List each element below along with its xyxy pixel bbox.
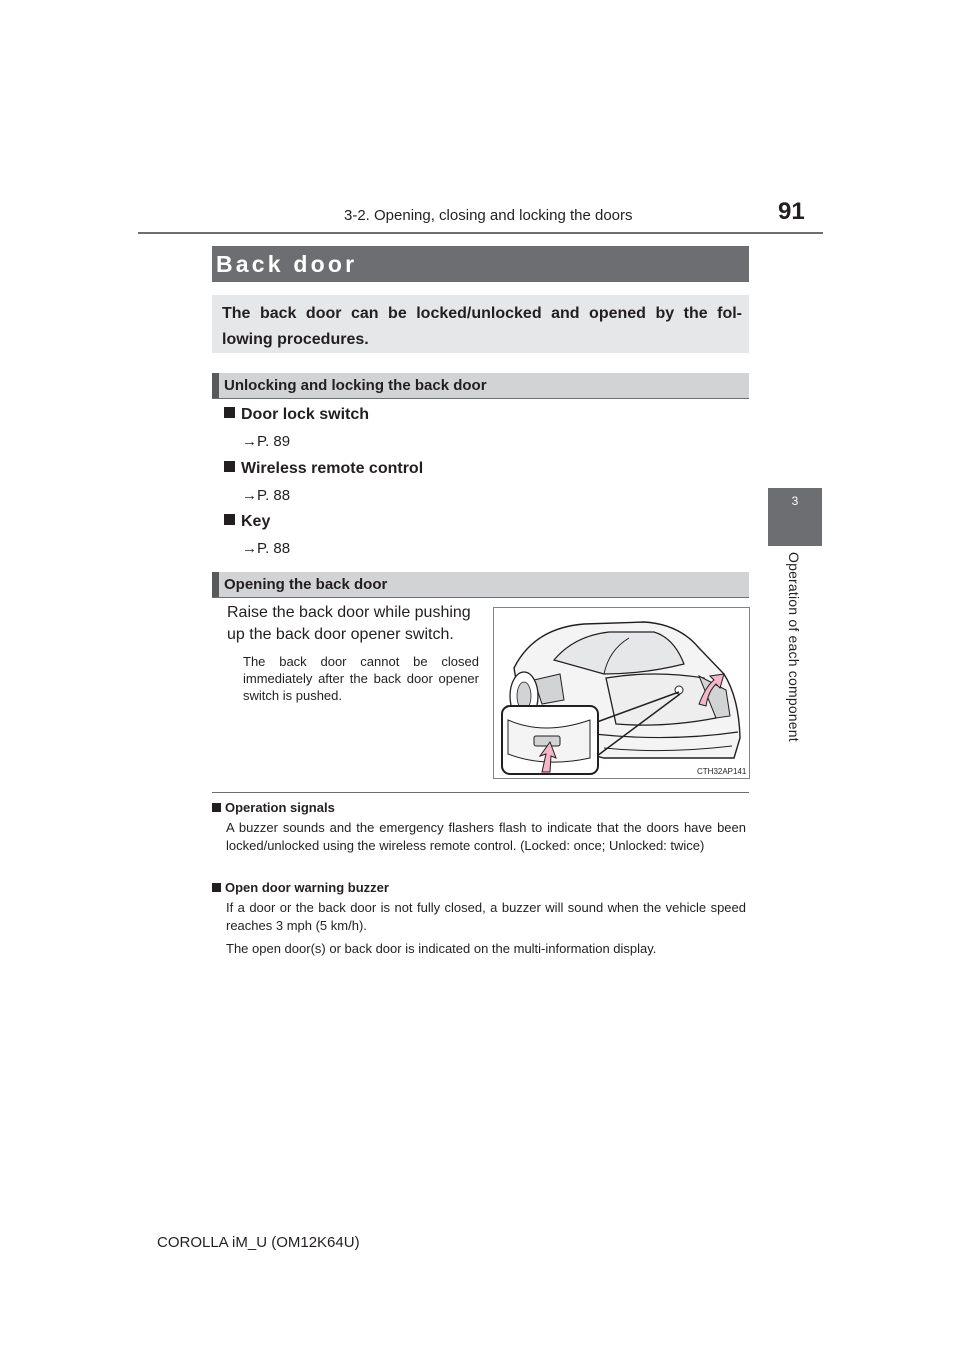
page-reference-link[interactable]: →P. 89 [242,433,291,450]
item-key [224,513,270,531]
section-underline [212,398,749,399]
note-heading-label: Open door warning buzzer [225,880,389,895]
running-header-section: 3-2. Opening, closing and locking the doors [344,207,633,224]
note-heading-open-door-buzzer [212,880,389,895]
instruction-text: Raise the back door while pushing up the back door opener switch. [227,604,471,643]
square-bullet-icon [212,883,221,892]
square-bullet-icon [224,514,235,525]
section-heading-opening: Opening the back door [224,576,388,593]
chapter-number: 3 [791,494,799,508]
item-label: Wireless remote control [241,460,424,477]
note-heading-label: Operation signals [225,800,335,815]
item-label: Key [241,513,271,530]
intro-text: The back door can be locked/unlocked and opened by the fol- lowing procedures. [222,305,742,348]
page-number: 91 [778,198,805,225]
header-rule [138,232,823,234]
square-bullet-icon [224,407,235,418]
section-accent [212,373,219,399]
page-title: Back door [216,251,358,277]
item-wireless-remote [224,460,423,478]
section-underline [212,597,749,598]
section-heading-unlocking: Unlocking and locking the back door [224,377,487,394]
back-door-illustration [493,607,750,779]
illustration-code: CTH32AP141 [697,767,747,776]
car-rear-drawing [494,608,749,778]
item-label: Door lock switch [241,406,370,423]
item-door-lock-switch [224,406,369,424]
note-heading-operation-signals [212,800,335,815]
footer-model-code: COROLLA iM_U (OM12K64U) [157,1234,360,1251]
instruction-note: The back door cannot be closed immediately after the back door opener switch is pushed. [243,654,479,703]
chapter-title: Operation of each component [786,552,802,742]
page-reference-link[interactable]: →P. 88 [242,487,291,504]
square-bullet-icon [224,461,235,472]
note-body-open-door-buzzer: If a door or the back door is not fully closed, a buzzer will sound when the vehicle speed reaches 3 mph (5 km/h). [226,900,746,933]
section-accent [212,572,219,598]
notes-divider [212,792,749,793]
square-bullet-icon [212,803,221,812]
note-body-open-door-display: The open door(s) or back door is indicated on the multi-information display. [226,941,657,956]
page-reference-link[interactable]: →P. 88 [242,540,291,557]
note-body-operation-signals: A buzzer sounds and the emergency flashers flash to indicate that the doors have been locked/unlocked using the wireless remote control. (Locked: once; Unlocked: twice) [226,820,746,853]
